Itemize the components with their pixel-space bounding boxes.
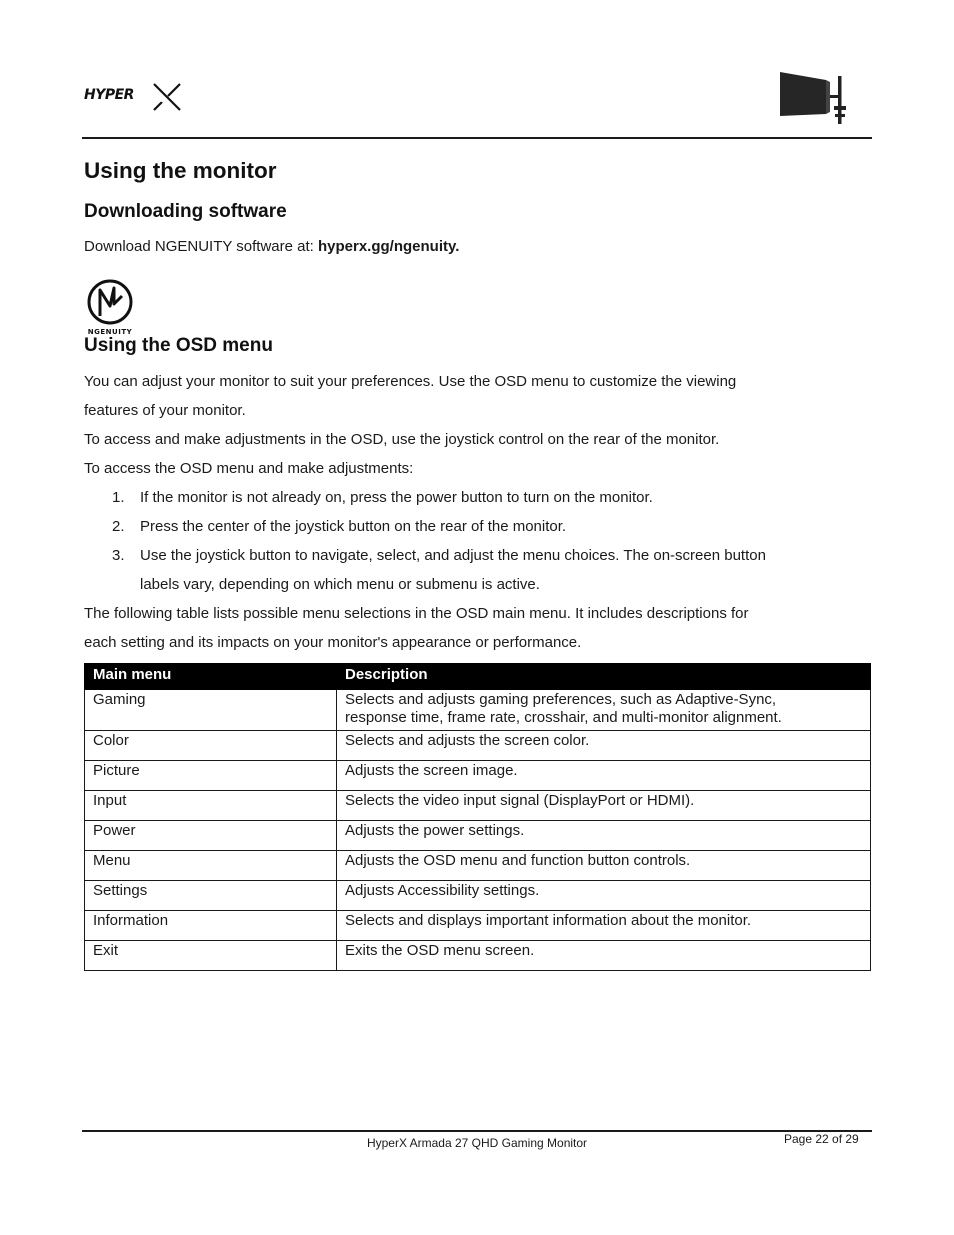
footer-divider	[82, 1130, 872, 1132]
column-header-main-menu: Main menu	[85, 664, 337, 690]
description-cell: Selects and displays important information about the monitor.	[337, 911, 871, 941]
download-prefix: Download NGENUITY software at:	[84, 238, 318, 255]
svg-text:HYPER: HYPER	[84, 87, 134, 103]
menu-cell: Input	[85, 791, 337, 821]
download-link[interactable]: hyperx.gg/ngenuity.	[317, 238, 460, 255]
table-row	[85, 690, 871, 731]
menu-cell: Picture	[85, 761, 337, 791]
osd-intro-line1: You can adjust your monitor to suit your preferences. Use the OSD menu to customize the viewing	[84, 373, 737, 390]
description-cell: Selects and adjusts the screen color.	[337, 731, 871, 761]
table-row	[85, 791, 871, 821]
menu-cell: Information	[85, 911, 337, 941]
table-intro-line2: each setting and its impacts on your monitor's appearance or performance.	[84, 634, 582, 651]
hyperx-logo	[84, 80, 182, 112]
menu-cell: Menu	[85, 851, 337, 881]
description-cell: Adjusts the OSD menu and function button controls.	[337, 851, 871, 881]
section-heading-downloading: Downloading software	[84, 201, 287, 222]
table-header-row	[85, 664, 871, 690]
menu-cell: Color	[85, 731, 337, 761]
description-cell: Adjusts the power settings.	[337, 821, 871, 851]
table-row	[85, 731, 871, 761]
column-header-description: Description	[337, 664, 871, 690]
table-row	[85, 761, 871, 791]
step-text: Press the center of the joystick button on the rear of the monitor.	[140, 518, 567, 535]
menu-cell: Power	[85, 821, 337, 851]
osd-intro-line2: features of your monitor.	[84, 402, 246, 419]
step-number: 2.	[112, 518, 125, 535]
table-row	[85, 851, 871, 881]
step-number: 1.	[112, 489, 125, 506]
step-text: Use the joystick button to navigate, select, and adjust the menu choices. The on-screen button	[140, 547, 766, 564]
description-cell: Adjusts Accessibility settings.	[337, 881, 871, 911]
osd-steps-intro: To access the OSD menu and make adjustments:	[84, 460, 414, 477]
osd-access-paragraph: To access and make adjustments in the OSD, use the joystick control on the rear of the monitor.	[84, 431, 720, 448]
download-instruction	[84, 238, 459, 255]
section-heading-osd: Using the OSD menu	[84, 335, 273, 356]
description-line: Selects and adjusts gaming preferences, such as Adaptive-Sync,	[345, 691, 777, 708]
osd-menu-table	[84, 663, 871, 971]
table-row	[85, 881, 871, 911]
step-text: If the monitor is not already on, press the power button to turn on the monitor.	[140, 489, 653, 506]
header-divider	[82, 137, 872, 139]
step-text-continued: labels vary, depending on which menu or submenu is active.	[140, 576, 540, 593]
table-row	[85, 821, 871, 851]
menu-cell: Exit	[85, 941, 337, 971]
footer-product-name: HyperX Armada 27 QHD Gaming Monitor	[366, 1136, 588, 1150]
table-row	[85, 911, 871, 941]
ngenuity-logo-label: NGENUITY	[87, 328, 133, 336]
menu-cell: Settings	[85, 881, 337, 911]
page-title: Using the monitor	[84, 158, 277, 183]
table-intro-line1: The following table lists possible menu selections in the OSD main menu. It includes descriptions for	[84, 605, 749, 622]
table-row	[85, 941, 871, 971]
step-number: 3.	[112, 547, 125, 564]
menu-cell: Gaming	[85, 690, 337, 731]
monitor-arm-icon	[778, 70, 850, 124]
description-cell: Adjusts the screen image.	[337, 761, 871, 791]
description-cell	[337, 690, 871, 731]
description-cell: Exits the OSD menu screen.	[337, 941, 871, 971]
description-line: response time, frame rate, crosshair, and multi-monitor alignment.	[345, 709, 782, 726]
ngenuity-logo-icon	[84, 276, 138, 336]
footer-page-number: Page 22 of 29	[784, 1132, 859, 1146]
description-cell: Selects the video input signal (DisplayPort or HDMI).	[337, 791, 871, 821]
